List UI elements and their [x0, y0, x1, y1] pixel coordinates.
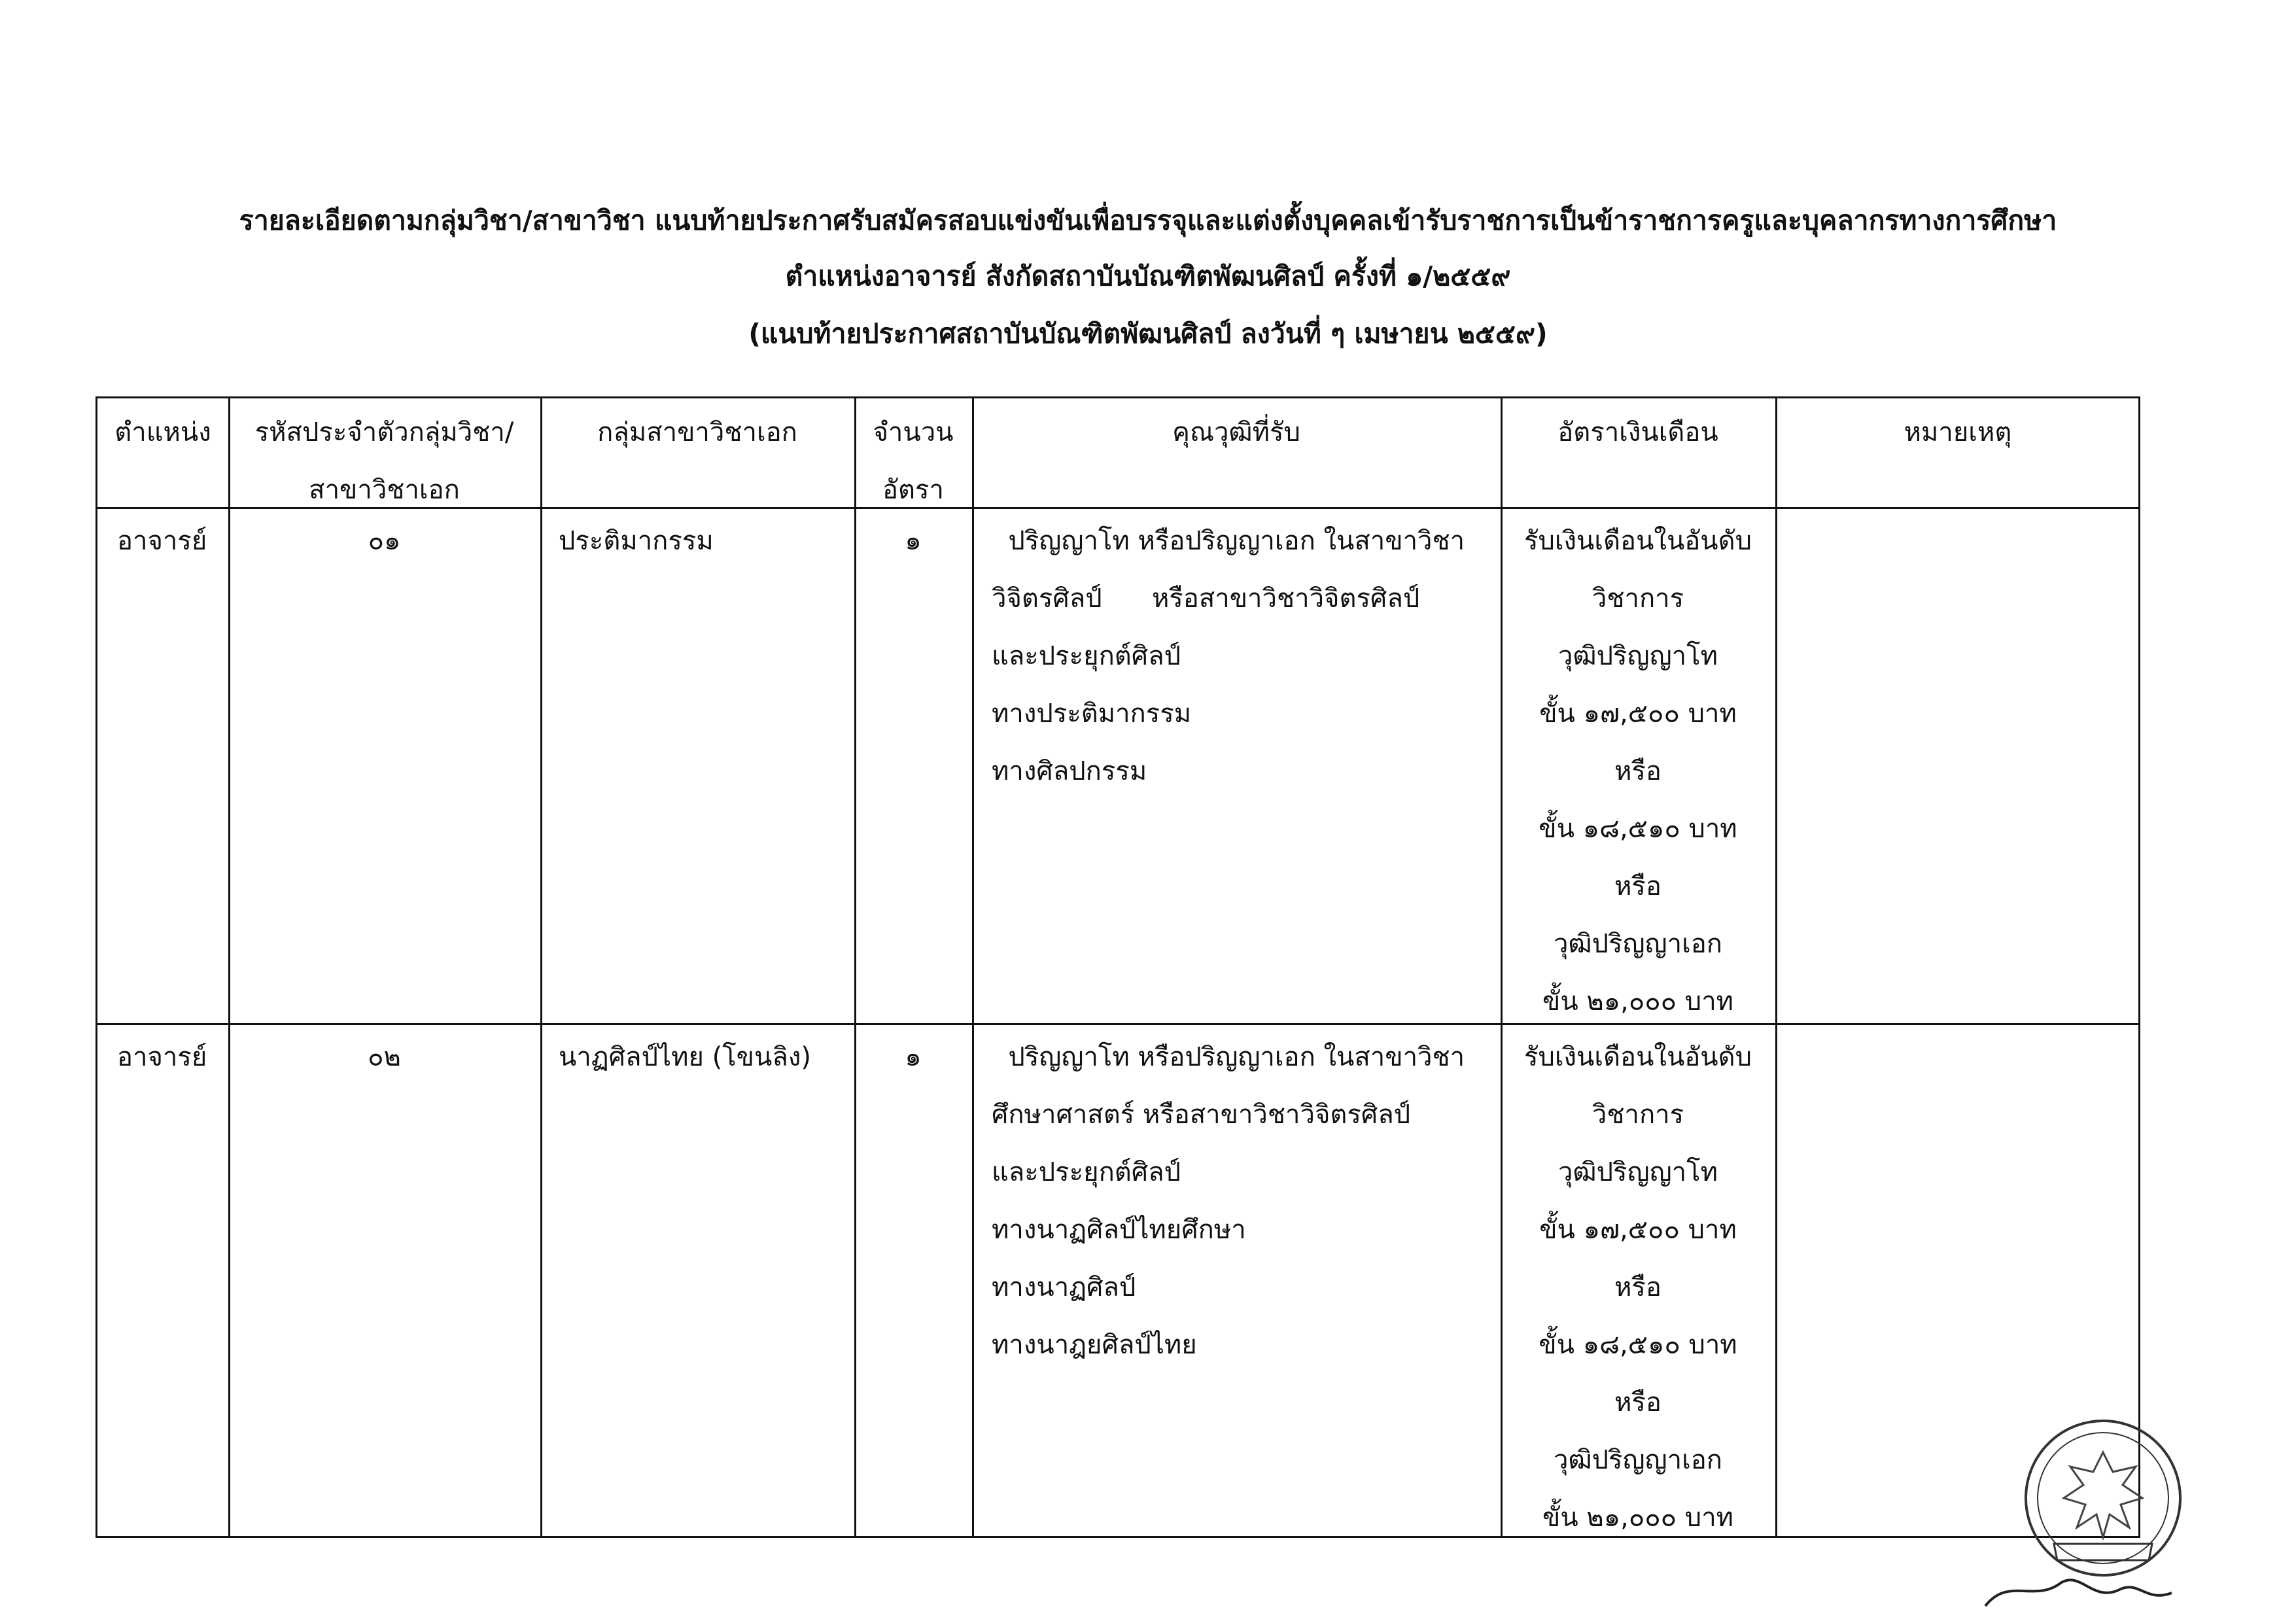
salary-line: หรือ	[1614, 871, 1661, 901]
column-divider	[1775, 398, 1777, 1536]
salary-line: หรือ	[1614, 1272, 1661, 1302]
qualification-line: ศึกษาศาสตร์ หรือสาขาวิชาวิจิตรศิลป์	[992, 1100, 1411, 1130]
salary-line: ขั้น ๑๘,๕๑๐ บาท	[1539, 814, 1737, 844]
row-1-qualification	[992, 512, 1465, 800]
salary-line: วิชาการ	[1592, 1100, 1684, 1130]
salary-line: ขั้น ๑๘,๕๑๐ บาท	[1539, 1330, 1737, 1360]
salary-line: หรือ	[1614, 756, 1661, 786]
row-1-salary	[1501, 512, 1775, 1030]
column-divider	[540, 398, 542, 1536]
row-1-count: ๑	[905, 526, 922, 556]
salary-line: ขั้น ๒๑,๐๐๐ บาท	[1542, 1503, 1734, 1533]
column-divider	[972, 398, 974, 1536]
header-count-line-2: อัตรา	[882, 475, 944, 505]
row-2-group: นาฏศิลป์ไทย (โขนลิง)	[559, 1042, 812, 1072]
row-1-position: อาจารย์	[117, 526, 207, 556]
salary-line: ขั้น ๑๗,๕๐๐ บาท	[1539, 699, 1737, 729]
qualification-line: ปริญญาโท หรือปริญญาเอก ในสาขาวิชา	[992, 1042, 1465, 1072]
garuda-seal-icon	[1982, 1406, 2198, 1622]
qualification-line: ทางประติมากรรม	[992, 699, 1192, 729]
header-salary: อัตราเงินเดือน	[1557, 417, 1718, 447]
signature-icon	[1985, 1580, 2172, 1606]
qualification-line: ทางศิลปกรรม	[992, 756, 1147, 786]
row-2-qualification	[992, 1028, 1465, 1374]
salary-line: ขั้น ๑๗,๕๐๐ บาท	[1539, 1215, 1737, 1245]
row-2-position: อาจารย์	[117, 1042, 207, 1072]
header-code-line-2: สาขาวิชาเอก	[309, 475, 460, 505]
header-code	[228, 404, 540, 519]
header-group: กลุ่มสาขาวิชาเอก	[597, 417, 797, 447]
header-qualification: คุณวุฒิที่รับ	[1172, 417, 1300, 447]
row-2-count: ๑	[905, 1042, 922, 1072]
salary-line: รับเงินเดือนในอันดับ	[1523, 1042, 1752, 1072]
header-position: ตำแหน่ง	[114, 417, 211, 447]
qualification-line: ทางนาฎยศิลป์ไทย	[992, 1330, 1197, 1360]
salary-line: รับเงินเดือนในอันดับ	[1523, 526, 1752, 556]
header-code-line-1: รหัสประจำตัวกลุ่มวิชา/	[254, 417, 514, 447]
row-2-salary	[1501, 1028, 1775, 1546]
qualification-line: ทางนาฏศิลป์	[992, 1272, 1136, 1302]
qualification-line: ทางนาฏศิลป์ไทยศึกษา	[992, 1215, 1246, 1245]
qualification-line: ปริญญาโท หรือปริญญาเอก ในสาขาวิชา	[992, 526, 1465, 556]
salary-line: ขั้น ๒๑,๐๐๐ บาท	[1542, 986, 1734, 1017]
qualification-line: และประยุกต์ศิลป์	[992, 641, 1181, 671]
salary-line: วุฒิปริญญาโท	[1558, 1157, 1718, 1187]
qualification-line: วิจิตรศิลป์ หรือสาขาวิชาวิจิตรศิลป์	[992, 584, 1420, 614]
document-title-line-1: รายละเอียดตามกลุ่มวิชา/สาขาวิชา แนบท้ายประกาศรับสมัครสอบแข่งขันเพื่อบรรจุและแต่งตั้งบุคคลเข้ารับราชการเป็นข้าราชการครูและบุคลากรทางการศึกษา	[239, 205, 2057, 236]
row-1-group: ประติมากรรม	[559, 526, 714, 556]
header-count-line-1: จำนวน	[873, 417, 954, 447]
salary-line: วุฒิปริญญาเอก	[1553, 929, 1722, 959]
document-title-line-3: (แนบท้ายประกาศสถาบันบัณฑิตพัฒนศิลป์ ลงวันที่ ๆ เมษายน ๒๕๕๙)	[748, 318, 1548, 349]
row-1-code: ๐๑	[368, 526, 401, 556]
salary-line: วุฒิปริญญาเอก	[1553, 1445, 1722, 1475]
salary-line: วุฒิปริญญาโท	[1558, 641, 1718, 671]
recruitment-table	[96, 396, 2140, 1538]
qualification-line: และประยุกต์ศิลป์	[992, 1157, 1181, 1187]
salary-line: วิชาการ	[1592, 584, 1684, 614]
header-remark: หมายเหตุ	[1904, 417, 2012, 447]
header-count	[854, 404, 972, 519]
row-2-code: ๐๒	[368, 1042, 401, 1072]
document-title-line-2: ตำแหน่งอาจารย์ สังกัดสถาบันบัณฑิตพัฒนศิลป์ ครั้งที่ ๑/๒๕๕๙	[785, 260, 1511, 292]
row-divider	[97, 1023, 2138, 1025]
salary-line: หรือ	[1614, 1387, 1661, 1418]
